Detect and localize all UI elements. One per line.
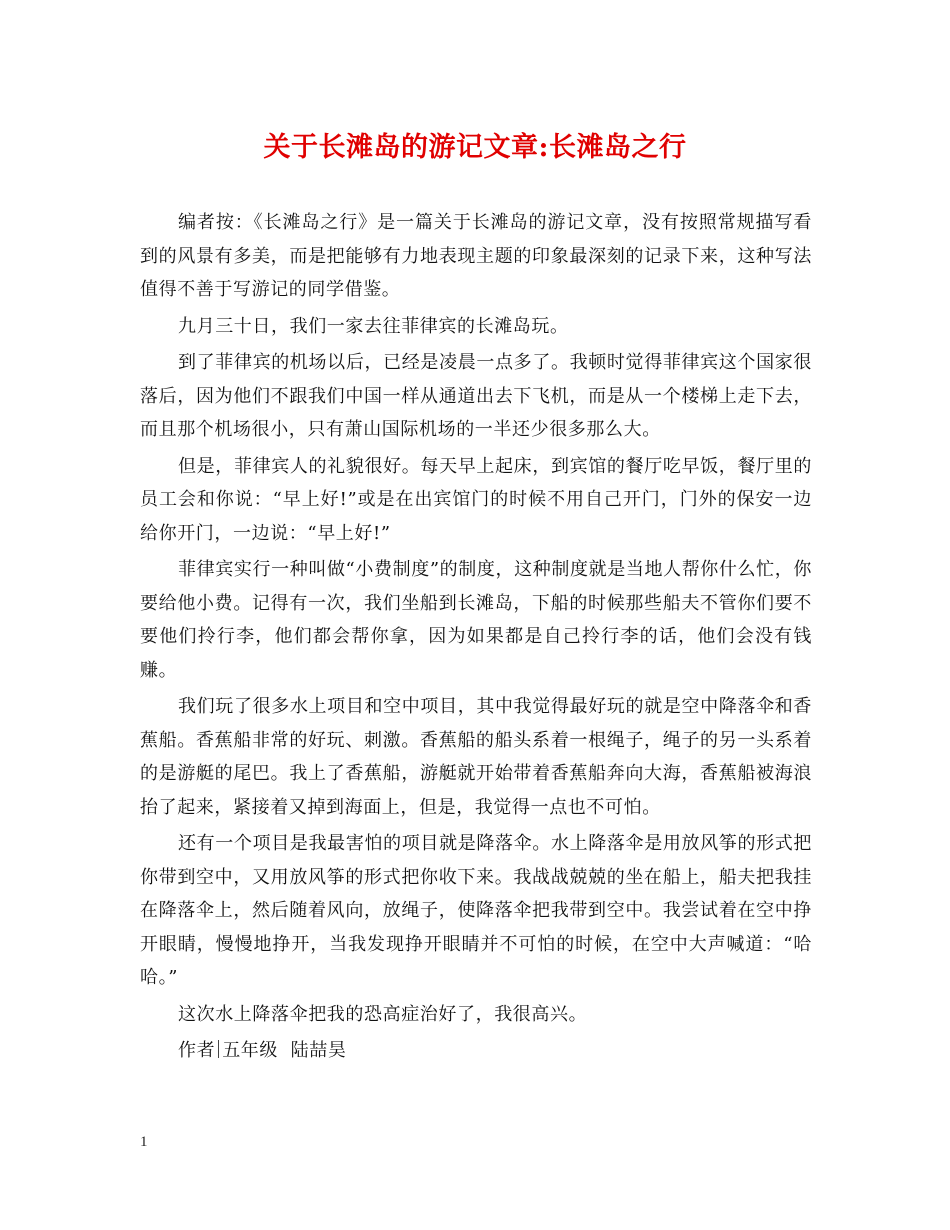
body-paragraph: 我们玩了很多水上项目和空中项目，其中我觉得最好玩的就是空中降落伞和香蕉船。香蕉船非常的好玩、刺激。香蕉船的船头系着一根绳子，绳子的另一头系着的是游艇的尾巴。我上了香蕉船，游艇就开始带着香蕉船奔向大海，香蕉船被海浪抬了起来，紧接着又掉到海面上，但是，我觉得一点也不可怕。 [140, 696, 812, 818]
author-grade: 五年级 [222, 1040, 279, 1061]
page-number: 1 [140, 1134, 148, 1150]
body-paragraph: 这次水上降落伞把我的恐高症治好了，我很高兴。 [178, 1003, 588, 1025]
document-title: 关于长滩岛的游记文章:长滩岛之行 [263, 132, 687, 163]
author-label: 作者 [178, 1040, 216, 1061]
editor-note-paragraph: 编者按：《长滩岛之行》是一篇关于长滩岛的游记文章，没有按照常规描写看到的风景有多美，而是把能够有力地表现主题的印象最深刻的记录下来，这种写法值得不善于写游记的同学借鉴。 [140, 212, 812, 300]
body-paragraph: 但是，菲律宾人的礼貌很好。每天早上起床，到宾馆的餐厅吃早饭，餐厅里的员工会和你说：“早上好!”或是在出宾馆门的时候不用自己开门，门外的保安一边给你开门，一边说：“早上好!” [140, 455, 812, 544]
body-paragraph: 到了菲律宾的机场以后，已经是凌晨一点多了。我顿时觉得菲律宾这个国家很落后，因为他们不跟我们中国一样从通道出去下飞机，而是从一个楼梯上走下去，而且那个机场很小，只有萧山国际机场的一半还少很多那么大。 [140, 352, 812, 440]
author-separator [218, 1040, 219, 1058]
body-paragraph: 还有一个项目是我最害怕的项目就是降落伞。水上降落伞是用放风筝的形式把你带到空中，又用放风筝的形式把你收下来。我战战兢兢的坐在船上，船夫把我挂在降落伞上，然后随着风向，放绳子，使降落伞把我带到空中。我尝试着在空中挣开眼睛，慢慢地挣开，当我发现挣开眼睛并不可怕的时候，在空中大声喊道：“哈哈。” [140, 833, 812, 988]
author-line [140, 1034, 812, 1068]
author-name: 陆喆昊 [290, 1040, 347, 1061]
article-body [140, 206, 812, 1068]
body-paragraph: 九月三十日，我们一家去往菲律宾的长滩岛玩。 [178, 315, 569, 337]
body-paragraph: 菲律宾实行一种叫做“小费制度”的制度，这种制度就是当地人帮你什么忙，你要给他小费。记得有一次，我们坐船到长滩岛，下船的时候那些船夫不管你们要不要他们拎行李，他们都会帮你拿，因为如果都是自己拎行李的话，他们会没有钱赚。 [140, 559, 812, 681]
